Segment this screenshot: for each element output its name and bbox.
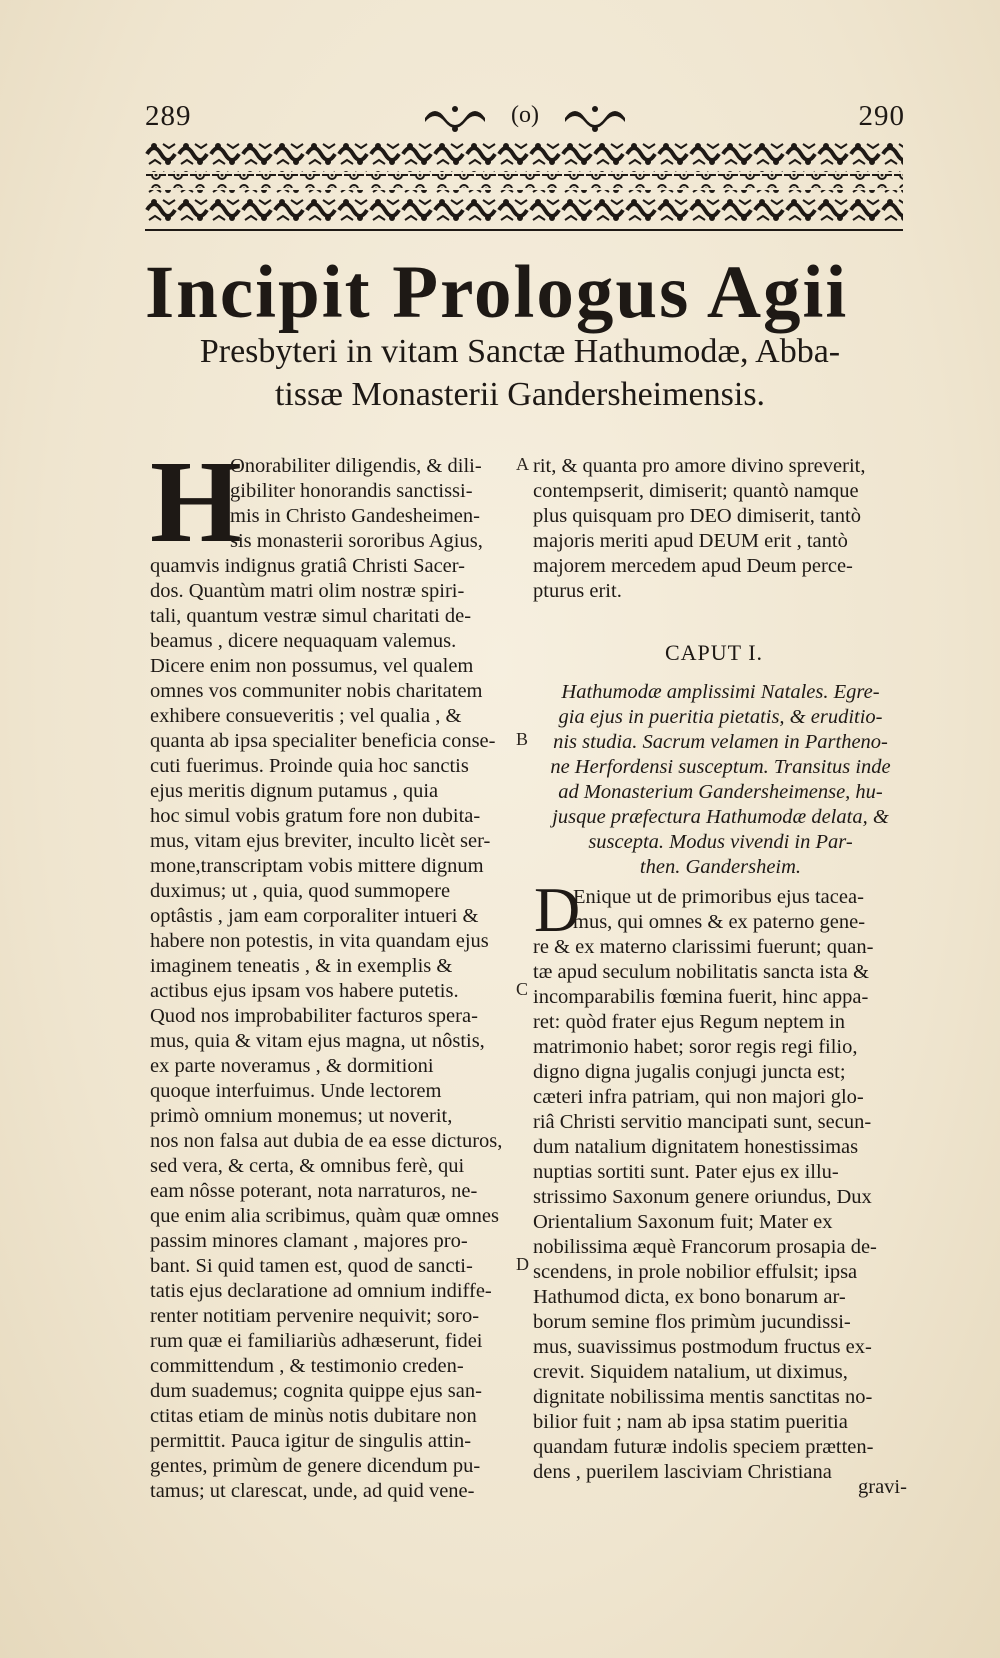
text-line: exhibere consueveritis ; vel qualia , &: [150, 705, 462, 727]
text-line: crevit. Siquidem natalium, ut diximus,: [533, 1361, 848, 1383]
text-line: optâstis , jam eam corporaliter intueri &: [150, 905, 479, 927]
text-line: cuti fuerimus. Proinde quia hoc sanctis: [150, 755, 469, 777]
text-line: riâ Christi servitio mancipati sunt, secun-: [533, 1111, 872, 1133]
decorative-border: [145, 140, 903, 232]
text-line: contempserit, dimiserit; quantò namque: [533, 480, 859, 502]
text-line: majoris meriti apud DEUM erit , tantò: [533, 530, 848, 552]
text-line: tamus; ut clarescat, unde, ad quid vene-: [150, 1480, 475, 1502]
text-line: primò omnium monemus; ut noverit,: [150, 1105, 453, 1127]
margin-letter-d: D: [516, 1254, 529, 1274]
text-line: committendum , & testimonio creden-: [150, 1355, 464, 1377]
page-number-left: 289: [145, 100, 192, 132]
page-number-right: 290: [858, 100, 905, 132]
text-line: Hathumod dicta, ex bono bonarum ar-: [533, 1286, 846, 1308]
text-line: gentes, primùm de genere dicendum pu-: [150, 1455, 481, 1477]
chapter-summary: [528, 680, 913, 880]
text-line: permittit. Pauca igitur de singulis attin-: [150, 1430, 472, 1452]
text-line: scendens, in prole nobilior effulsit; ipsa: [533, 1261, 858, 1283]
text-line: tali, quantum vestræ simul charitati de-: [150, 605, 472, 627]
text-line: incomparabilis fœmina fuerit, hinc appa-: [533, 986, 869, 1008]
text-line: mus, suavissimus postmodum fructus ex-: [533, 1336, 872, 1358]
summary-line: jusque præfectura Hathumodæ delata, &: [552, 806, 889, 828]
page-title: Incipit Prologus Agii: [145, 251, 849, 334]
drop-cap-d: D: [534, 874, 581, 945]
subtitle-line: tissæ Monasterii Gandersheimensis.: [274, 376, 766, 413]
text-line: bant. Si quid tamen est, quod de sancti-: [150, 1255, 473, 1277]
text-line: mus, vitam ejus breviter, inculto licèt ser-: [150, 830, 491, 852]
summary-line: then. Gandersheim.: [639, 856, 802, 878]
summary-line: gia ejus in pueritia pietatis, & eruditio-: [558, 706, 883, 728]
text-line: Enique ut de primoribus ejus tacea-: [573, 886, 864, 908]
text-line: habere non potestis, in vita quandam ejus: [150, 930, 489, 952]
margin-letter-c: C: [516, 979, 529, 999]
drop-cap-h: H: [150, 436, 242, 567]
text-line: strissimo Saxonum genere oriundus, Dux: [533, 1186, 872, 1208]
text-line: que enim alia scribimus, quàm quæ omnes: [150, 1205, 500, 1227]
text-line: sis monasterii sororibus Agius,: [230, 530, 483, 552]
header-ornament: [420, 100, 630, 136]
text-line: hoc simul vobis gratum fore non dubita-: [150, 805, 481, 827]
text-line: ex parte noveramus , & dormitioni: [150, 1055, 434, 1077]
text-line: borum semine flos primùm jucundissi-: [533, 1311, 851, 1333]
text-line: dum suademus; cognita quippe ejus san-: [150, 1380, 482, 1402]
summary-line: nis studia. Sacrum velamen in Partheno-: [553, 731, 888, 753]
text-line: nos non falsa aut dubia de ea esse dicturos,: [150, 1130, 503, 1152]
text-line: re & ex materno clarissimi fuerunt; quan-: [533, 936, 874, 958]
text-line: cæteri infra patriam, qui non majori glo-: [533, 1086, 864, 1108]
text-line: dens , puerilem lasciviam Christiana: [533, 1461, 832, 1483]
text-line: Dicere enim non possumus, vel qualem: [150, 655, 474, 677]
text-line: mus, quia & vitam ejus magna, ut nôstis,: [150, 1030, 485, 1052]
text-line: rum quæ ei familiariùs adhæserunt, fidei: [150, 1330, 483, 1352]
right-column-body: [533, 885, 913, 1485]
text-line: passim minores clamant , majores pro-: [150, 1230, 468, 1252]
text-line: gibiliter honorandis sanctissi-: [230, 480, 473, 502]
text-line: nuptias sortiti sunt. Pater ejus ex illu-: [533, 1161, 839, 1183]
text-line: ejus meritis dignum putamus , quia: [150, 780, 439, 802]
text-line: tæ apud seculum nobilitatis sancta ista &: [533, 961, 869, 983]
header-ornament-mark: (o): [511, 102, 539, 128]
subtitle: [130, 330, 910, 416]
subtitle-line: Presbyteri in vitam Sanctæ Hathumodæ, Abba-: [199, 333, 841, 370]
text-line: pturus erit.: [533, 580, 622, 602]
text-line: Onorabiliter diligendis, & dili-: [230, 455, 482, 477]
text-line: nobilissima æquè Francorum prosapia de-: [533, 1236, 877, 1258]
text-line: ret: quòd frater ejus Regum neptem in: [533, 1011, 845, 1033]
margin-letter-a: A: [516, 454, 529, 474]
text-line: mus, qui omnes & ex paterno gene-: [573, 911, 866, 933]
text-line: Orientalium Saxonum fuit; Mater ex: [533, 1211, 833, 1233]
text-line: sed vera, & certa, & omnibus ferè, qui: [150, 1155, 465, 1177]
text-line: bilior fuit ; nam ab ipsa statim pueritia: [533, 1411, 848, 1433]
margin-letter-b: B: [516, 729, 529, 749]
text-line: matrimonio habet; soror regis regi filio,: [533, 1036, 858, 1058]
text-line: plus quisquam pro DEO dimiserit, tantò: [533, 505, 861, 527]
text-line: quanta ab ipsa specialiter beneficia conse-: [150, 730, 496, 752]
text-line: majorem mercedem apud Deum perce-: [533, 555, 853, 577]
text-line: dum natalium dignitatem honestissimas: [533, 1136, 859, 1158]
text-line: omnes vos communiter nobis charitatem: [150, 680, 483, 702]
summary-line: ad Monasterium Gandersheimense, hu-: [558, 781, 883, 803]
summary-line: Hathumodæ amplissimi Natales. Egre-: [561, 681, 880, 703]
text-line: rit, & quanta pro amore divino spreverit,: [533, 455, 866, 477]
text-line: beamus , dicere nequaquam valemus.: [150, 630, 457, 652]
chapter-heading: CAPUT I.: [665, 640, 764, 665]
text-line: quamvis indignus gratiâ Christi Sacer-: [150, 555, 466, 577]
text-line: tatis ejus declaratione ad omnium indiffe-: [150, 1280, 492, 1302]
right-column-top: [533, 454, 913, 604]
text-line: imaginem teneatis , & in exemplis &: [150, 955, 453, 977]
text-line: dos. Quantùm matri olim nostræ spiri-: [150, 580, 465, 602]
text-line: mone,transcriptam vobis mittere dignum: [150, 855, 484, 877]
text-line: ctitas etiam de minùs notis dubitare non: [150, 1405, 477, 1427]
text-line: quoque interfuimus. Unde lectorem: [150, 1080, 442, 1102]
text-line: mis in Christo Gandesheimen-: [230, 505, 480, 527]
summary-line: suscepta. Modus vivendi in Par-: [588, 831, 853, 853]
text-line: digno digna jugalis conjugi juncta est;: [533, 1061, 846, 1083]
text-line: dignitate nobilissima mentis sanctitas no-: [533, 1386, 873, 1408]
text-line: quandam futuræ indolis speciem prætten-: [533, 1436, 874, 1458]
summary-line: ne Herfordensi susceptum. Transitus inde: [550, 756, 891, 778]
text-line: renter notitiam pervenire nequivit; soro-: [150, 1305, 480, 1327]
left-column: [150, 436, 520, 1504]
catchword: gravi-: [858, 1476, 907, 1498]
text-line: eam nôsse poterant, nota narraturos, ne-: [150, 1180, 478, 1202]
text-line: duximus; ut , quia, quod summopere: [150, 880, 451, 902]
text-line: Quod nos improbabiliter facturos spera-: [150, 1005, 478, 1027]
text-line: actibus ejus ipsam vos habere putetis.: [150, 980, 459, 1002]
